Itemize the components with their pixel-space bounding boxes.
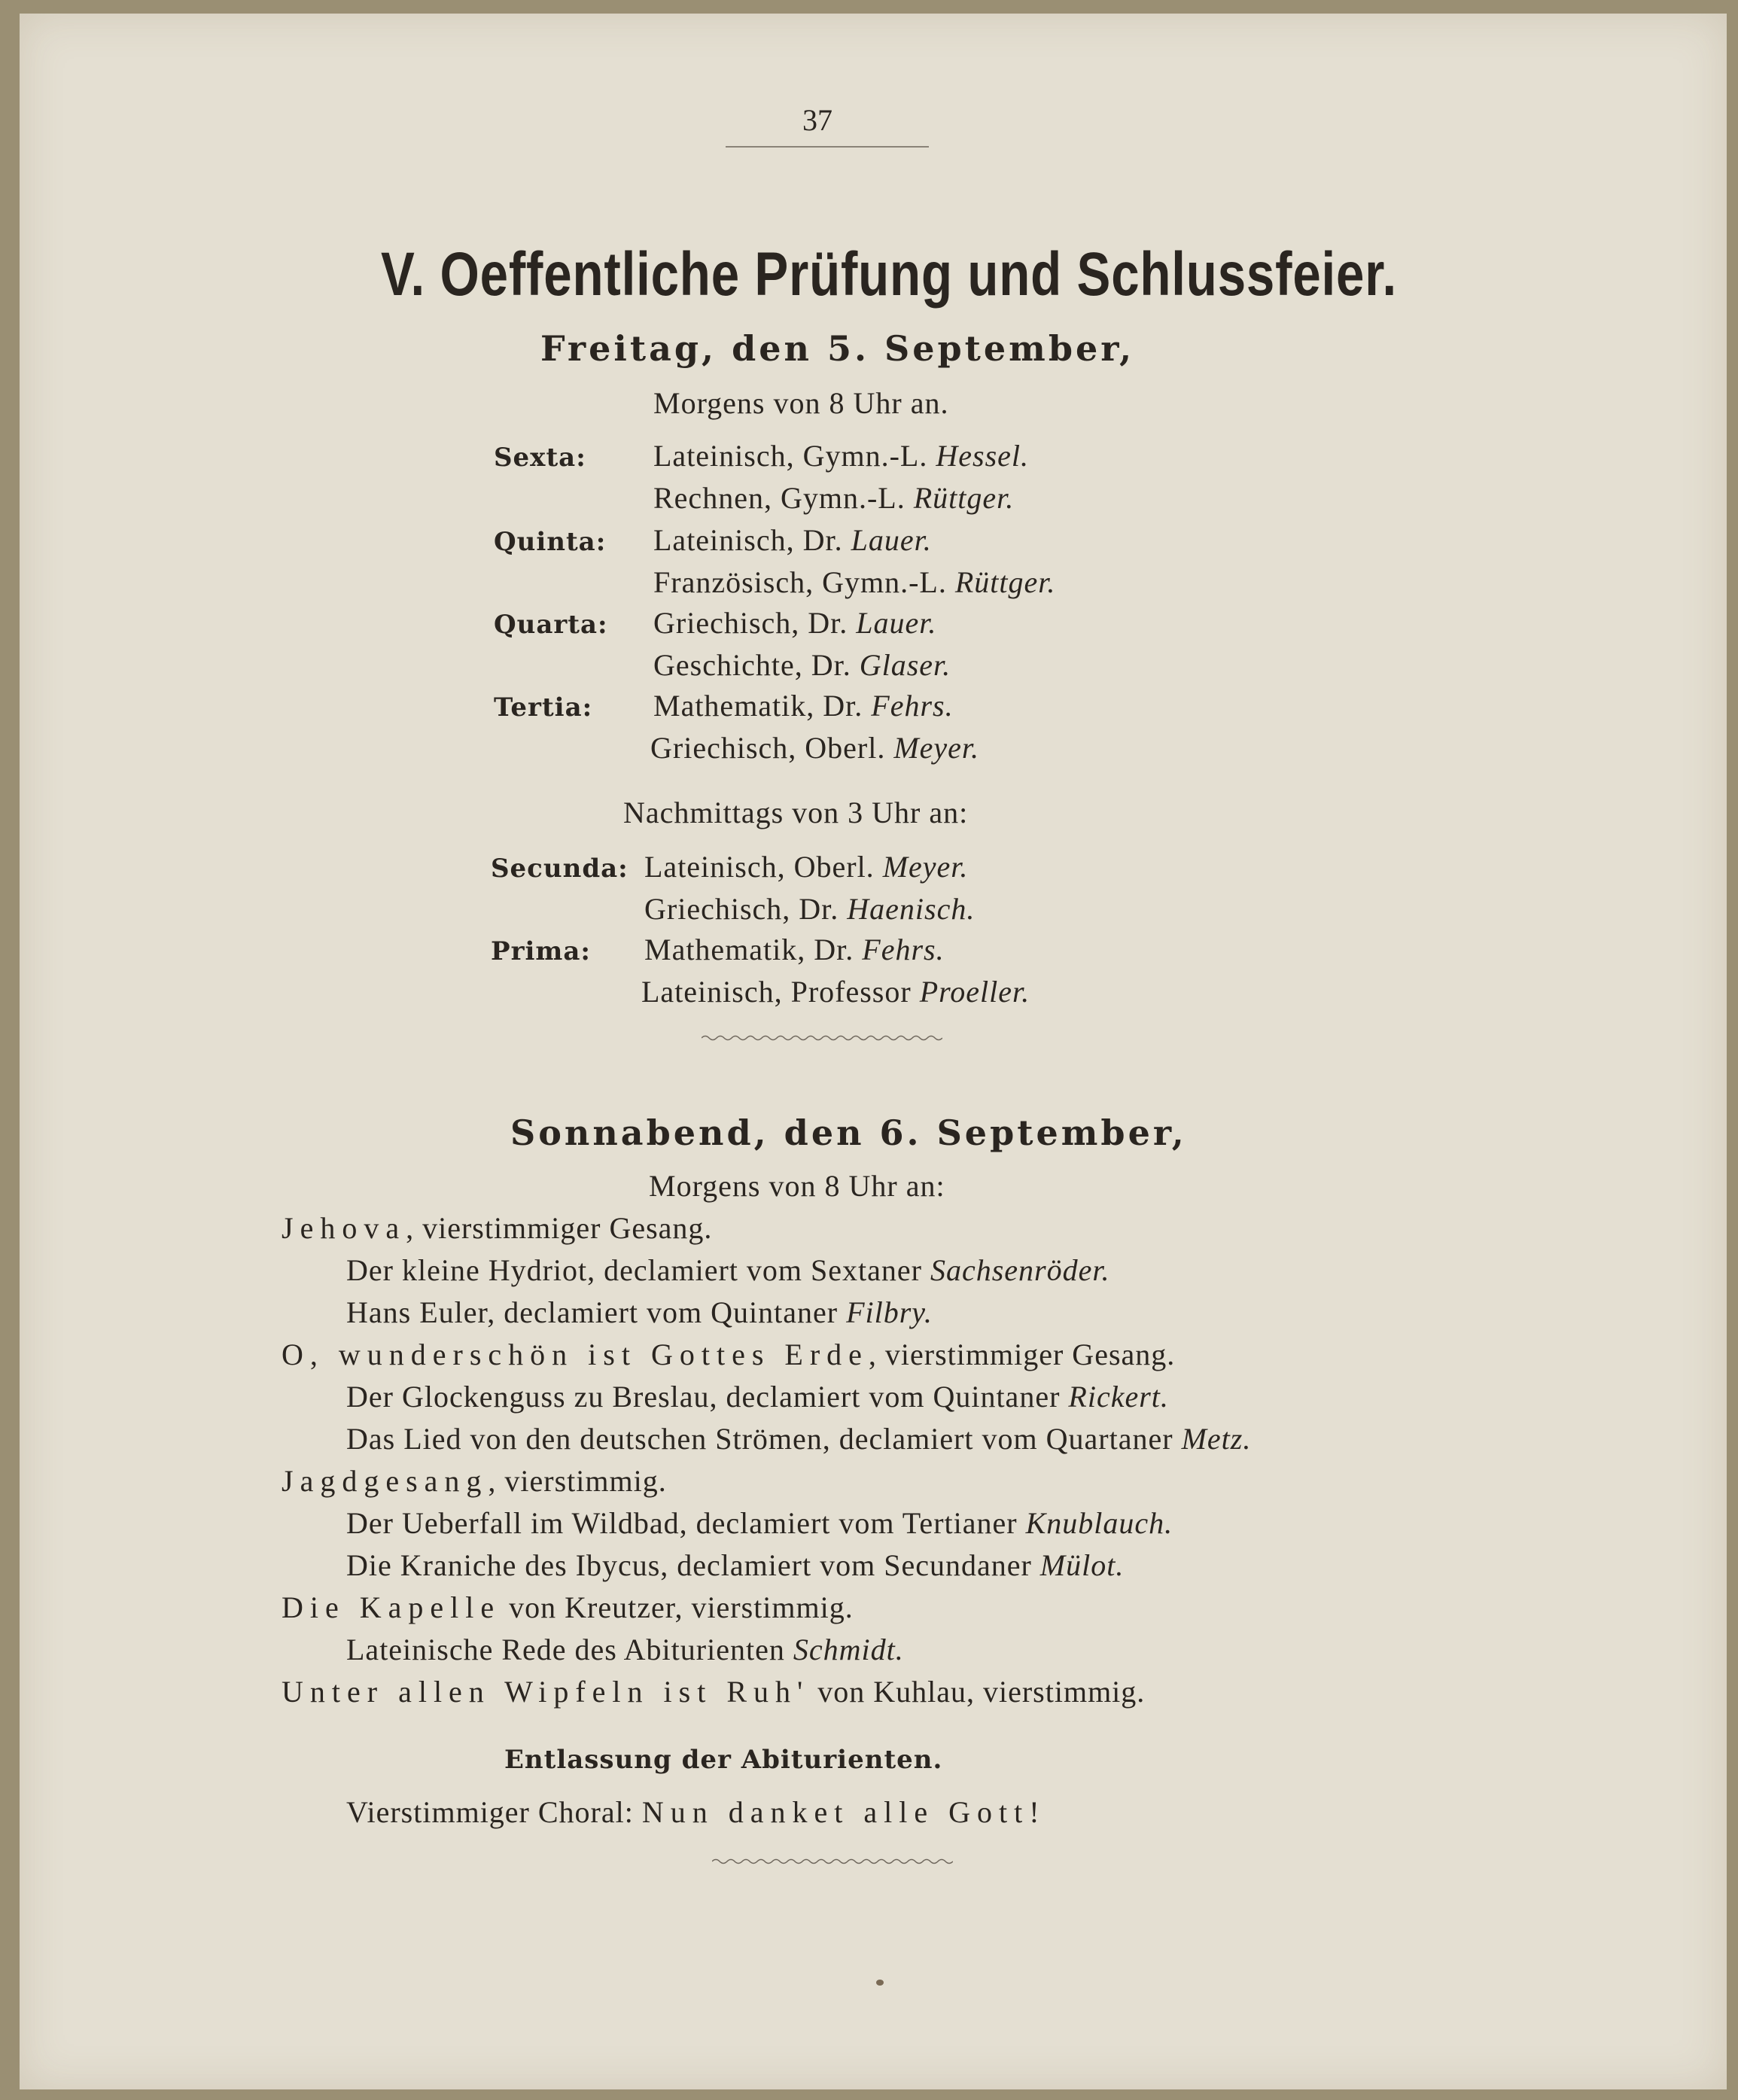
schedule-subject: Lateinisch, Professor bbox=[641, 975, 912, 1009]
program-performer: Rickert. bbox=[1068, 1380, 1169, 1414]
schedule-teacher: Rüttger. bbox=[954, 565, 1056, 599]
schedule-label: Quinta: bbox=[494, 527, 607, 557]
choral-line bbox=[346, 1794, 1046, 1830]
program-text: , vierstimmiger Gesang. bbox=[868, 1338, 1176, 1371]
schedule-teacher: Meyer. bbox=[882, 850, 969, 884]
page-title: V. Oeffentliche Prüfung und Schlussfeier. bbox=[381, 240, 1398, 309]
document-page bbox=[20, 14, 1727, 2089]
program-text: von Kuhlau, vierstimmig. bbox=[809, 1675, 1146, 1709]
program-performer: Knublauch. bbox=[1025, 1506, 1173, 1540]
schedule-teacher: Glaser. bbox=[859, 648, 951, 682]
schedule-subject: Mathematik, Dr. bbox=[653, 689, 863, 723]
schedule-teacher: Meyer. bbox=[893, 731, 980, 765]
choral-title: Nun danket alle Gott! bbox=[641, 1795, 1046, 1829]
page-number-rule bbox=[726, 146, 929, 148]
schedule-teacher: Hessel. bbox=[936, 439, 1029, 473]
program-item bbox=[282, 1590, 854, 1625]
program-title: Jehova bbox=[282, 1211, 406, 1245]
schedule-row bbox=[641, 974, 1030, 1009]
schedule-label: Prima: bbox=[491, 936, 591, 966]
program-item bbox=[346, 1505, 1173, 1541]
schedule-row bbox=[653, 522, 932, 558]
program-text: Das Lied von den deutschen Strömen, declamiert vom Quartaner bbox=[346, 1422, 1173, 1456]
saturday-morning-time: Morgens von 8 Uhr an: bbox=[649, 1169, 945, 1203]
schedule-subject: Rechnen, Gymn.-L. bbox=[653, 481, 906, 515]
schedule-teacher: Lauer. bbox=[851, 523, 932, 557]
wavy-divider bbox=[712, 1858, 953, 1865]
schedule-row bbox=[653, 605, 936, 641]
schedule-subject: Lateinisch, Dr. bbox=[653, 523, 843, 557]
program-performer: Schmidt. bbox=[793, 1633, 904, 1666]
program-item bbox=[282, 1463, 667, 1499]
program-title: Die Kapelle bbox=[282, 1590, 501, 1624]
schedule-subject: Mathematik, Dr. bbox=[644, 933, 854, 966]
schedule-row bbox=[653, 688, 954, 723]
schedule-subject: Lateinisch, Oberl. bbox=[644, 850, 875, 884]
schedule-subject: Geschichte, Dr. bbox=[653, 648, 851, 682]
schedule-row bbox=[644, 849, 968, 884]
dismissal-note: Entlassung der Abiturienten. bbox=[504, 1745, 943, 1775]
program-item bbox=[346, 1379, 1169, 1414]
schedule-label: Quarta: bbox=[494, 610, 608, 640]
friday-afternoon-time: Nachmittags von 3 Uhr an: bbox=[623, 796, 969, 829]
program-text: , vierstimmig. bbox=[488, 1464, 667, 1498]
program-item bbox=[346, 1295, 933, 1330]
program-performer: Mülot. bbox=[1039, 1548, 1125, 1582]
schedule-row bbox=[650, 730, 979, 765]
schedule-row bbox=[653, 565, 1055, 600]
program-text: von Kreutzer, vierstimmig. bbox=[501, 1590, 854, 1624]
schedule-label: Tertia: bbox=[494, 692, 593, 723]
program-text: Die Kraniche des Ibycus, declamiert vom Secundaner bbox=[346, 1548, 1032, 1582]
program-item bbox=[282, 1210, 712, 1246]
schedule-label: Secunda: bbox=[491, 854, 629, 884]
schedule-row bbox=[653, 438, 1029, 473]
program-text: Der Glockenguss zu Breslau, declamiert vom Quintaner bbox=[346, 1380, 1061, 1414]
program-text: , vierstimmiger Gesang. bbox=[406, 1211, 713, 1245]
schedule-teacher: Proeller. bbox=[919, 975, 1030, 1009]
schedule-teacher: Fehrs. bbox=[871, 689, 954, 723]
program-item bbox=[346, 1421, 1251, 1456]
schedule-subject: Griechisch, Oberl. bbox=[650, 731, 886, 765]
program-title: O, wunderschön ist Gottes Erde bbox=[282, 1338, 869, 1371]
program-item bbox=[346, 1632, 904, 1667]
program-item bbox=[282, 1674, 1145, 1709]
schedule-subject: Lateinisch, Gymn.-L. bbox=[653, 439, 928, 473]
program-title: Unter allen Wipfeln ist Ruh' bbox=[282, 1675, 810, 1709]
schedule-label: Sexta: bbox=[494, 443, 586, 473]
schedule-subject: Griechisch, Dr. bbox=[653, 606, 848, 640]
schedule-subject: Französisch, Gymn.-L. bbox=[653, 565, 947, 599]
saturday-heading: Sonnabend, den 6. September, bbox=[510, 1112, 1187, 1153]
schedule-subject: Griechisch, Dr. bbox=[644, 892, 839, 926]
program-item bbox=[346, 1252, 1110, 1288]
schedule-teacher: Lauer. bbox=[856, 606, 937, 640]
program-performer: Sachsenröder. bbox=[930, 1253, 1110, 1287]
ink-mark bbox=[876, 1980, 884, 1986]
program-text: Der kleine Hydriot, declamiert vom Sextaner bbox=[346, 1253, 922, 1287]
program-text: Hans Euler, declamiert vom Quintaner bbox=[346, 1295, 839, 1329]
schedule-row bbox=[644, 891, 975, 927]
friday-heading: Freitag, den 5. September, bbox=[540, 328, 1135, 369]
schedule-row bbox=[653, 480, 1014, 516]
program-performer: Metz. bbox=[1181, 1422, 1252, 1456]
program-text: Lateinische Rede des Abiturienten bbox=[346, 1633, 785, 1666]
program-text: Der Ueberfall im Wildbad, declamiert vom Tertianer bbox=[346, 1506, 1018, 1540]
friday-morning-time: Morgens von 8 Uhr an. bbox=[653, 386, 949, 420]
program-item bbox=[282, 1337, 1175, 1372]
program-item bbox=[346, 1548, 1124, 1583]
schedule-row bbox=[644, 932, 945, 967]
program-performer: Filbry. bbox=[846, 1295, 933, 1329]
choral-label: Vierstimmiger Choral: bbox=[346, 1795, 634, 1829]
program-title: Jagdgesang bbox=[282, 1464, 489, 1498]
schedule-teacher: Fehrs. bbox=[862, 933, 945, 966]
schedule-teacher: Haenisch. bbox=[847, 892, 976, 926]
page-number: 37 bbox=[802, 103, 832, 137]
wavy-divider bbox=[702, 1034, 942, 1042]
schedule-row bbox=[653, 647, 951, 683]
schedule-teacher: Rüttger. bbox=[913, 481, 1015, 515]
